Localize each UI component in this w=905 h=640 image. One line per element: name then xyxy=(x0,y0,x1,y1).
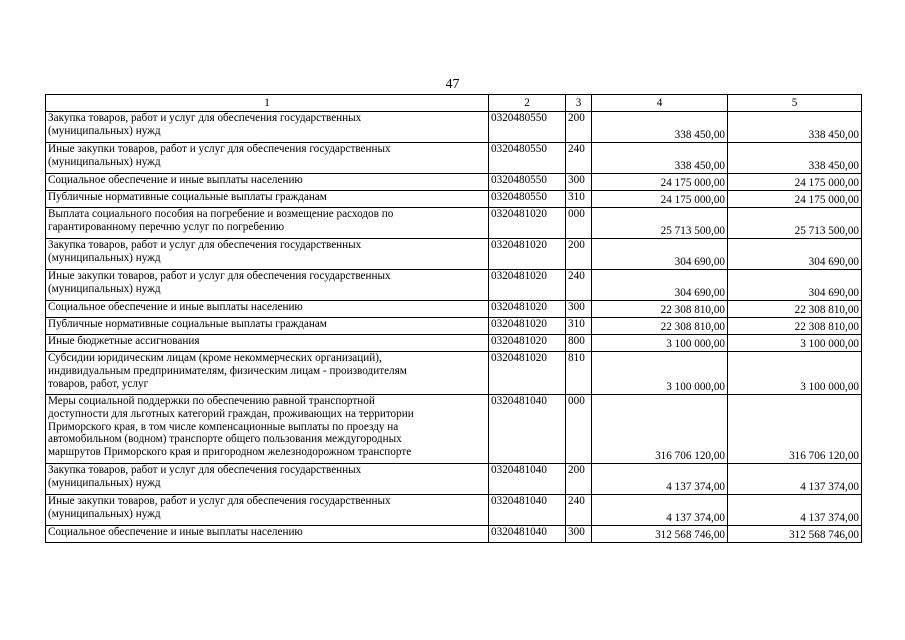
description-line: Иные закупки товаров, работ и услуг для обеспечения государственных xyxy=(48,270,391,282)
row-amount-4: 338 450,00 xyxy=(592,112,728,143)
row-amount-5: 312 568 746,00 xyxy=(728,526,862,543)
header-cell-description: 1 xyxy=(46,95,489,112)
row-expense-type: 800 xyxy=(566,335,592,352)
description-line: (муниципальных) нужд xyxy=(48,476,161,489)
row-description xyxy=(46,335,489,352)
row-amount-5: 338 450,00 xyxy=(728,143,862,174)
row-target-code: 0320481020 xyxy=(489,352,566,395)
row-amount-5: 316 706 120,00 xyxy=(728,395,862,464)
table-row xyxy=(46,270,862,301)
description-line: товаров, работ, услуг xyxy=(48,377,149,390)
row-amount-4: 25 713 500,00 xyxy=(592,208,728,239)
row-amount-5: 25 713 500,00 xyxy=(728,208,862,239)
row-expense-type: 300 xyxy=(566,301,592,318)
row-amount-4: 304 690,00 xyxy=(592,270,728,301)
table-row xyxy=(46,174,862,191)
row-description xyxy=(46,143,489,174)
row-description xyxy=(46,191,489,208)
description-line: (муниципальных) нужд xyxy=(48,282,161,295)
table-body xyxy=(46,95,862,543)
table-row xyxy=(46,395,862,464)
row-target-code: 0320481040 xyxy=(489,395,566,464)
row-description xyxy=(46,526,489,543)
description-line: Публичные нормативные социальные выплаты гражданам xyxy=(48,318,327,330)
row-amount-4: 3 100 000,00 xyxy=(592,352,728,395)
header-cell-code: 2 xyxy=(489,95,566,112)
row-amount-4: 338 450,00 xyxy=(592,143,728,174)
row-description xyxy=(46,318,489,335)
description-line: (муниципальных) нужд xyxy=(48,155,161,168)
row-target-code: 0320481020 xyxy=(489,335,566,352)
budget-table xyxy=(45,94,862,543)
row-target-code: 0320481020 xyxy=(489,208,566,239)
row-target-code: 0320480550 xyxy=(489,174,566,191)
row-target-code: 0320480550 xyxy=(489,191,566,208)
row-target-code: 0320481040 xyxy=(489,495,566,526)
table-row xyxy=(46,301,862,318)
description-line: Субсидии юридическим лицам (кроме некоммерческих организаций), xyxy=(48,352,382,364)
row-expense-type: 200 xyxy=(566,112,592,143)
table-row xyxy=(46,526,862,543)
row-target-code: 0320481040 xyxy=(489,526,566,543)
table-row xyxy=(46,495,862,526)
row-amount-5: 24 175 000,00 xyxy=(728,174,862,191)
description-line: Закупка товаров, работ и услуг для обеспечения государственных xyxy=(48,464,362,476)
row-target-code: 0320481040 xyxy=(489,464,566,495)
header-cell-amount-5: 5 xyxy=(728,95,862,112)
description-line: Иные закупки товаров, работ и услуг для обеспечения государственных xyxy=(48,143,391,155)
table-row xyxy=(46,335,862,352)
row-expense-type: 310 xyxy=(566,191,592,208)
table-row xyxy=(46,112,862,143)
row-description xyxy=(46,239,489,270)
table-row xyxy=(46,464,862,495)
row-amount-5: 338 450,00 xyxy=(728,112,862,143)
description-line: Иные закупки товаров, работ и услуг для обеспечения государственных xyxy=(48,495,391,507)
row-amount-4: 4 137 374,00 xyxy=(592,464,728,495)
table-row xyxy=(46,352,862,395)
row-amount-5: 3 100 000,00 xyxy=(728,335,862,352)
row-expense-type: 240 xyxy=(566,495,592,526)
description-line: индивидуальным предпринимателям, физическим лицам - производителям xyxy=(48,364,407,377)
row-amount-4: 304 690,00 xyxy=(592,239,728,270)
row-description xyxy=(46,208,489,239)
row-description xyxy=(46,270,489,301)
description-line: (муниципальных) нужд xyxy=(48,507,161,520)
row-expense-type: 000 xyxy=(566,208,592,239)
row-amount-4: 312 568 746,00 xyxy=(592,526,728,543)
description-line: Иные бюджетные ассигнования xyxy=(48,335,200,347)
description-line: (муниципальных) нужд xyxy=(48,251,161,264)
row-expense-type: 200 xyxy=(566,239,592,270)
row-amount-5: 3 100 000,00 xyxy=(728,352,862,395)
row-description xyxy=(46,395,489,464)
row-target-code: 0320481020 xyxy=(489,270,566,301)
description-line: доступности для льготных категорий граждан, проживающих на территории xyxy=(48,407,414,420)
description-line: Публичные нормативные социальные выплаты гражданам xyxy=(48,191,327,203)
row-amount-5: 22 308 810,00 xyxy=(728,318,862,335)
row-expense-type: 300 xyxy=(566,526,592,543)
row-amount-4: 22 308 810,00 xyxy=(592,318,728,335)
row-target-code: 0320480550 xyxy=(489,143,566,174)
row-expense-type: 240 xyxy=(566,143,592,174)
row-target-code: 0320481020 xyxy=(489,239,566,270)
description-line: Социальное обеспечение и иные выплаты населению xyxy=(48,301,303,313)
row-description xyxy=(46,301,489,318)
row-target-code: 0320481020 xyxy=(489,318,566,335)
row-expense-type: 240 xyxy=(566,270,592,301)
table-row xyxy=(46,239,862,270)
row-amount-4: 4 137 374,00 xyxy=(592,495,728,526)
description-line: Закупка товаров, работ и услуг для обеспечения государственных xyxy=(48,112,362,124)
row-description xyxy=(46,495,489,526)
row-amount-4: 24 175 000,00 xyxy=(592,191,728,208)
row-amount-5: 4 137 374,00 xyxy=(728,495,862,526)
row-amount-4: 22 308 810,00 xyxy=(592,301,728,318)
row-description xyxy=(46,112,489,143)
row-amount-5: 304 690,00 xyxy=(728,270,862,301)
row-expense-type: 810 xyxy=(566,352,592,395)
table-row xyxy=(46,143,862,174)
row-amount-4: 3 100 000,00 xyxy=(592,335,728,352)
description-line: Приморского края, в том числе компенсационные выплаты по проезду на xyxy=(48,420,399,433)
row-amount-5: 4 137 374,00 xyxy=(728,464,862,495)
description-line: Социальное обеспечение и иные выплаты населению xyxy=(48,174,303,186)
row-description xyxy=(46,464,489,495)
row-description xyxy=(46,352,489,395)
row-expense-type: 310 xyxy=(566,318,592,335)
row-amount-4: 316 706 120,00 xyxy=(592,395,728,464)
row-amount-5: 24 175 000,00 xyxy=(728,191,862,208)
row-amount-5: 304 690,00 xyxy=(728,239,862,270)
description-line: Социальное обеспечение и иные выплаты населению xyxy=(48,526,303,538)
row-amount-4: 24 175 000,00 xyxy=(592,174,728,191)
table-row xyxy=(46,208,862,239)
description-line: маршрутов Приморского края и пригородном железнодорожном транспорте xyxy=(48,446,412,459)
description-line: Меры социальной поддержки по обеспечению равной транспортной xyxy=(48,395,375,407)
description-line: Выплата социального пособия на погребение и возмещение расходов по xyxy=(48,208,394,220)
description-line: Закупка товаров, работ и услуг для обеспечения государственных xyxy=(48,239,362,251)
description-line: автомобильном (водном) транспорте общего пользования междугородных xyxy=(48,433,402,446)
row-expense-type: 000 xyxy=(566,395,592,464)
table-header-row xyxy=(46,95,862,112)
header-cell-type: 3 xyxy=(566,95,592,112)
row-target-code: 0320481020 xyxy=(489,301,566,318)
table-row xyxy=(46,318,862,335)
table-row xyxy=(46,191,862,208)
page-number: 47 xyxy=(445,77,460,92)
row-target-code: 0320480550 xyxy=(489,112,566,143)
description-line: (муниципальных) нужд xyxy=(48,124,161,137)
description-line: гарантированному перечню услуг по погребению xyxy=(48,220,285,233)
row-description xyxy=(46,174,489,191)
row-expense-type: 200 xyxy=(566,464,592,495)
header-cell-amount-4: 4 xyxy=(592,95,728,112)
row-amount-5: 22 308 810,00 xyxy=(728,301,862,318)
row-expense-type: 300 xyxy=(566,174,592,191)
